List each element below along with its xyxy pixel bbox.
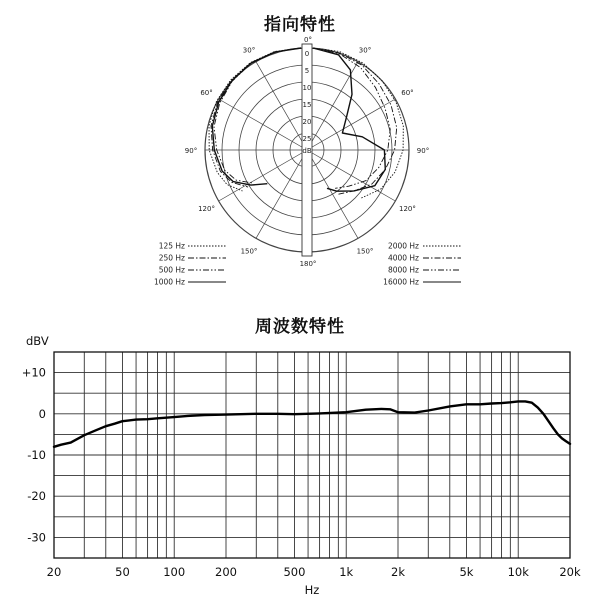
polar-curve-left-dash-dot	[211, 48, 301, 187]
angle-label-bottom: 180°	[299, 260, 317, 268]
legend-left-label: 500 Hz	[158, 265, 185, 275]
radial-tick-label: 10	[302, 84, 312, 92]
x-tick-label: 100	[163, 565, 186, 579]
legend-right-label: 8000 Hz	[387, 265, 419, 275]
polar-spoke	[219, 99, 307, 150]
x-tick-label: 50	[115, 565, 130, 579]
angle-label: 30°	[358, 46, 372, 55]
polar-spoke	[307, 150, 358, 238]
legend-right-label: 2000 Hz	[387, 241, 419, 251]
response-curve	[54, 401, 570, 446]
x-tick-label: 20	[46, 565, 62, 579]
y-tick-label: 0	[38, 406, 46, 421]
angle-label: 150°	[356, 247, 374, 256]
radial-tick-label: 20	[302, 118, 312, 126]
x-tick-label: 10k	[507, 565, 529, 579]
y-tick-label: -10	[27, 448, 46, 462]
polar-spoke	[219, 150, 307, 201]
angle-label: 150°	[240, 247, 258, 256]
x-tick-label: 20k	[559, 565, 581, 579]
angle-label: 90°	[184, 147, 198, 155]
legend-right-label: 16000 Hz	[383, 277, 419, 287]
polar-curve-right-dash-dot-dot	[313, 48, 390, 188]
radial-tick-label: 5	[304, 67, 310, 75]
polar-curve-right-dotted	[313, 48, 403, 198]
radial-tick-label: 0	[304, 50, 310, 58]
y-tick-label: +10	[21, 365, 46, 380]
radial-tick-label: 25	[302, 135, 312, 143]
y-axis-label: dBV	[26, 334, 49, 348]
angle-label: 60°	[401, 89, 414, 97]
y-tick-label: -30	[27, 530, 46, 545]
x-tick-label: 5k	[459, 565, 474, 579]
radial-tick-label: 15	[302, 101, 312, 109]
y-tick-label: -20	[27, 489, 46, 504]
legend-left-label: 1000 Hz	[153, 277, 185, 287]
angle-label-top: 0°	[304, 36, 312, 44]
angle-label: 60°	[200, 89, 213, 97]
polar-spoke	[307, 99, 395, 150]
polar-spoke	[256, 62, 310, 150]
legend-left-label: 250 Hz	[158, 253, 185, 263]
angle-label: 120°	[399, 205, 416, 213]
x-tick-label: 1k	[339, 565, 354, 579]
polar-curve-left-dotted	[209, 48, 301, 191]
angle-label: 30°	[242, 46, 256, 55]
frequency-response-chart	[22, 334, 581, 597]
x-tick-label: 500	[283, 565, 306, 579]
radial-tick-label: dB	[302, 147, 312, 155]
angle-label: 90°	[416, 147, 430, 155]
frequency-chart-title: 周波数特性	[255, 317, 345, 337]
polar-curve-right-solid	[313, 48, 385, 191]
x-tick-label: 200	[215, 565, 237, 579]
legend-right-label: 4000 Hz	[387, 253, 419, 263]
x-tick-label: 2k	[391, 565, 405, 579]
polar-pattern-chart	[154, 36, 461, 287]
x-axis-label: Hz	[304, 583, 320, 597]
polar-spoke	[256, 150, 307, 238]
angle-label: 120°	[198, 205, 215, 213]
polar-chart-title: 指向特性	[264, 15, 336, 35]
legend-left-label: 125 Hz	[158, 241, 185, 251]
